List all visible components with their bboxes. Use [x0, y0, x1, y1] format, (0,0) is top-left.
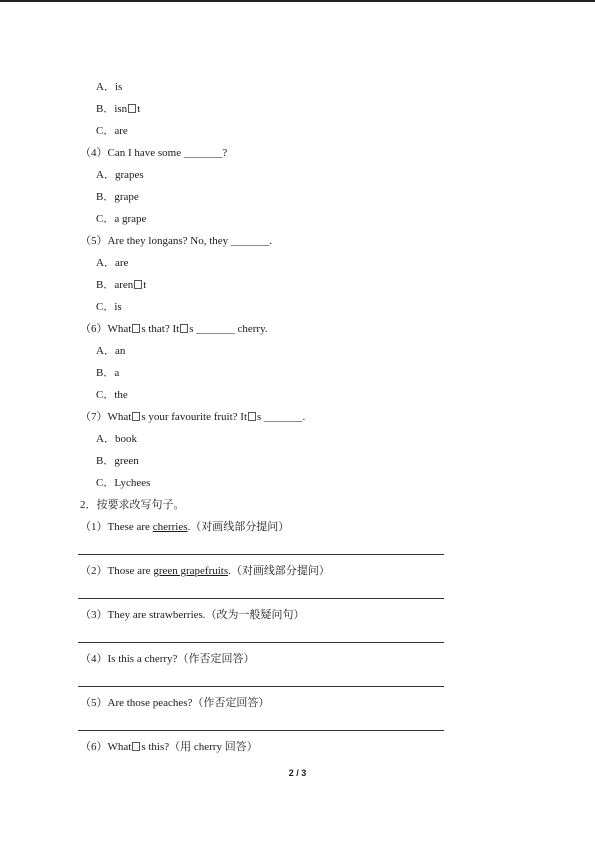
q4-option-b: B．grape: [96, 191, 139, 203]
q3-option-c: C．are: [96, 125, 128, 137]
missing-glyph-box: [180, 324, 188, 333]
q6-option-a: A．an: [96, 345, 126, 357]
rewrite-item-3: （3）They are strawberries.（改为一般疑问句）: [80, 609, 305, 621]
q4-option-a: A．grapes: [96, 169, 144, 181]
underlined-word: green grapefruits: [153, 565, 229, 577]
q4-stem: （4）Can I have some _______?: [80, 147, 228, 159]
q5-stem: （5）Are they longans? No, they _______.: [80, 235, 273, 247]
missing-glyph-box: [132, 324, 140, 333]
missing-glyph-box: [128, 104, 136, 113]
q6-option-b: B．a: [96, 367, 120, 379]
rewrite-item-6: （6）What s this?（用 cherry 回答）: [80, 741, 258, 753]
rewrite-item-2: （2）Those are green grapefruits.（对画线部分提问）: [80, 565, 330, 577]
missing-glyph-box: [132, 412, 140, 421]
q3-option-b: B．isn t: [96, 103, 141, 115]
q7-option-a: A．book: [96, 433, 137, 445]
section-2-title: 2．按要求改写句子。: [80, 499, 185, 511]
rewrite-item-4: （4）Is this a cherry?（作否定回答）: [80, 653, 255, 665]
missing-glyph-box: [248, 412, 256, 421]
q4-option-c: C．a grape: [96, 213, 147, 225]
q7-option-b: B．green: [96, 455, 139, 467]
underlined-word: cherries: [152, 521, 188, 533]
q7-option-c: C．Lychees: [96, 477, 151, 489]
answer-line-5[interactable]: [78, 730, 444, 731]
rewrite-item-5: （5）Are those peaches?（作否定回答）: [80, 697, 270, 709]
answer-line-1[interactable]: [78, 554, 444, 555]
q5-option-c: C．is: [96, 301, 122, 313]
answer-line-3[interactable]: [78, 642, 444, 643]
q5-option-b: B．aren t: [96, 279, 147, 291]
rewrite-item-1: （1）These are cherries.（对画线部分提问）: [80, 521, 290, 533]
answer-line-2[interactable]: [78, 598, 444, 599]
q3-option-a: A．is: [96, 81, 123, 93]
top-border: [0, 0, 595, 2]
answer-line-4[interactable]: [78, 686, 444, 687]
q6-stem: （6）What s that? It s _______ cherry.: [80, 323, 268, 335]
q7-stem: （7）What s your favourite fruit? It s _______.: [80, 411, 306, 423]
q6-option-c: C．the: [96, 389, 128, 401]
missing-glyph-box: [134, 280, 142, 289]
missing-glyph-box: [132, 742, 140, 751]
q5-option-a: A．are: [96, 257, 129, 269]
page-number: 2 / 3: [288, 768, 307, 778]
